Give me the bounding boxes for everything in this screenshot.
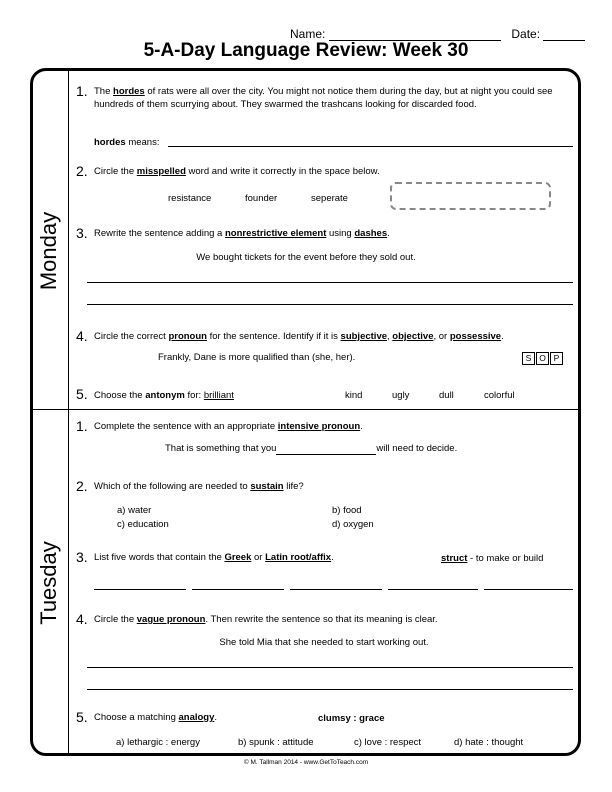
- monday-q2-word-2[interactable]: founder: [245, 193, 278, 204]
- day-column-divider: [68, 70, 69, 754]
- tuesday-q2-number: 2.: [76, 478, 88, 494]
- tuesday-q5-choice-b[interactable]: b) spunk : attitude: [238, 737, 314, 748]
- day-section-divider: [32, 409, 579, 410]
- tuesday-q1-text: Complete the sentence with an appropriate intensive pronoun.: [94, 421, 363, 432]
- day-label-monday: Monday: [36, 211, 61, 291]
- tuesday-q3-number: 3.: [76, 549, 88, 565]
- tuesday-q3-word-line-5[interactable]: [484, 589, 573, 590]
- tuesday-q4-text: Circle the vague pronoun. Then rewrite the sentence so that its meaning is clear.: [94, 614, 438, 625]
- tuesday-q4-answer-line-1[interactable]: [87, 667, 573, 668]
- tuesday-q4-number: 4.: [76, 611, 88, 627]
- tuesday-q5-text: Choose a matching analogy.: [94, 712, 218, 723]
- tuesday-q3-word-line-3[interactable]: [290, 589, 382, 590]
- tuesday-q3-word-line-4[interactable]: [388, 589, 478, 590]
- monday-q5-choice-1[interactable]: kind: [345, 390, 363, 401]
- tuesday-q5-choice-a[interactable]: a) lethargic : energy: [116, 737, 200, 748]
- name-date-header: [290, 27, 585, 41]
- tuesday-q5-number: 5.: [76, 709, 88, 725]
- monday-q2-text: Circle the misspelled word and write it correctly in the space below.: [94, 166, 380, 177]
- monday-q4-sop-boxes: [521, 348, 563, 366]
- monday-q5-number: 5.: [76, 386, 88, 402]
- monday-q3-answer-line-1[interactable]: [87, 282, 573, 283]
- tuesday-q1-blank[interactable]: [276, 444, 376, 455]
- monday-q2-word-1[interactable]: resistance: [168, 193, 212, 204]
- antonym-target-word: brilliant: [203, 390, 234, 401]
- tuesday-q2-choice-c[interactable]: c) education: [117, 519, 169, 530]
- monday-q1-number: 1.: [76, 83, 88, 99]
- monday-q5-choice-2[interactable]: ugly: [392, 390, 410, 401]
- monday-q1-answer-line[interactable]: [168, 146, 573, 147]
- monday-q5-text: Choose the antonym for: brilliant: [94, 390, 234, 401]
- monday-q2-word-3[interactable]: seperate: [311, 193, 348, 204]
- sop-box-possessive[interactable]: P: [550, 352, 563, 365]
- date-label: Date:: [511, 27, 541, 41]
- monday-q5-choice-3[interactable]: dull: [439, 390, 454, 401]
- monday-q5-choice-4[interactable]: colorful: [484, 390, 515, 401]
- monday-q1-answer-label: hordes means:: [94, 137, 160, 148]
- monday-q3-text: Rewrite the sentence adding a nonrestrictive element using dashes.: [94, 228, 390, 239]
- monday-q4-sentence: Frankly, Dane is more qualified than (she, her).: [158, 352, 356, 363]
- tuesday-q5-choice-d[interactable]: d) hate : thought: [454, 737, 524, 748]
- tuesday-q1-number: 1.: [76, 418, 88, 434]
- monday-q4-text: Circle the correct pronoun for the sentence. Identify if it is subjective, objective, or possessive.: [94, 331, 504, 342]
- tuesday-q3-word-line-1[interactable]: [94, 589, 186, 590]
- tuesday-q3-text: List five words that contain the Greek or Latin root/affix.: [94, 552, 334, 563]
- tuesday-q1-sentence: That is something that you will need to decide.: [165, 443, 458, 454]
- copyright-footer: © M. Tallman 2014 - www.GetToTeach.com: [243, 759, 369, 766]
- monday-q1-text: The hordes of rats were all over the city. You might not notice them during the day, but at night you could see hundreds of them scurrying about. They swarmed the trashcans looking for discarded food.: [94, 86, 553, 110]
- tuesday-q4-sentence: She told Mia that she needed to start working out.: [219, 637, 429, 648]
- sop-box-subjective[interactable]: S: [522, 352, 535, 365]
- sop-box-objective[interactable]: O: [536, 352, 549, 365]
- tuesday-q2-choice-a[interactable]: a) water: [117, 505, 152, 516]
- monday-q2-number: 2.: [76, 163, 88, 179]
- monday-q3-sentence: We bought tickets for the event before they sold out.: [196, 252, 416, 263]
- tuesday-q2-choice-d[interactable]: d) oxygen: [332, 519, 374, 530]
- monday-q4-number: 4.: [76, 328, 88, 344]
- name-label: Name:: [290, 27, 326, 41]
- monday-q2-answer-box[interactable]: [390, 182, 551, 210]
- tuesday-q5-choice-c[interactable]: c) love : respect: [354, 737, 422, 748]
- day-label-tuesday: Tuesday: [36, 541, 61, 625]
- tuesday-q2-choice-b[interactable]: b) food: [332, 505, 362, 516]
- tuesday-q4-answer-line-2[interactable]: [87, 689, 573, 690]
- tuesday-q3-root: struct - to make or build: [441, 553, 544, 564]
- tuesday-q5-pair: clumsy : grace: [318, 713, 385, 724]
- monday-q3-number: 3.: [76, 225, 88, 241]
- tuesday-q3-word-line-2[interactable]: [192, 589, 284, 590]
- page-title: 5-A-Day Language Review: Week 30: [143, 40, 469, 61]
- tuesday-q2-text: Which of the following are needed to sustain life?: [94, 481, 304, 492]
- vocab-word: hordes: [113, 86, 145, 97]
- monday-q3-answer-line-2[interactable]: [87, 304, 573, 305]
